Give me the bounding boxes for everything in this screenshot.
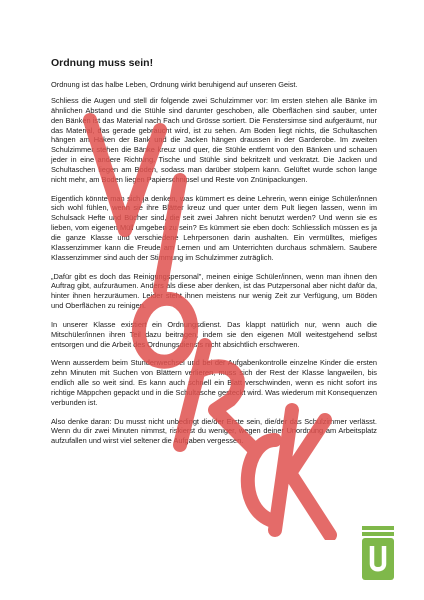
paragraph-2: Eigentlich könnte man sich ja denken, was kümmert es deine Lehrerin, wenn einige Schüler/innen sich wohl fühlen, wenn sie ihre Blätter kreuz und quer unter dem Pult liegen lassen, wenn im Schulsack Hefte und Bücher sind, die seit zwei Jahren nicht benutzt werden? Und wenn sie es lieben, vom eigenen Müll umgeben zu sein? Es kümmert sie eben doch: Schliesslich müssen es ja die ganze Klasse und verschiedene Lehrpersonen darin aushalten. Ein vermülltes, miefiges Klassenzimmer kann die Freude am Lernen und am Unterrichten durchaus schmälern. Saubere Klassenzimmer sind auch der Stimmung im Schulzimmer zuträglich. — [51, 193, 377, 262]
paragraph-3: „Dafür gibt es doch das Reinigungspersonal", meinen einige Schüler/innen, wenn man ihnen den Auftrag gibt, aufzuräumen. Anders als diese aber denken, ist das Putzpersonal aber nicht dafür da, hinter ihnen herzuräumen. Leider steht ihnen meistens nur wenig Zeit zur Verfügung, um Böden und Oberflächen zu reinigen. — [51, 271, 377, 311]
page-title: Ordnung muss sein! — [51, 57, 154, 69]
paragraph-4: In unserer Klasse existiert ein Ordnungsdienst. Das klappt natürlich nur, wenn auch die Mitschüler/innen ihren Teil dazu beitragen, indem sie den eigenen Müll weitestgehend selbst entsorgen und die Arbeit des Ordnungsdiensts nicht absichtlich erschweren. — [51, 319, 377, 349]
subtitle: Ordnung ist das halbe Leben, Ordnung wirkt beruhigend auf unseren Geist. — [51, 80, 298, 89]
body-text — [51, 96, 377, 455]
green-u-logo-icon — [362, 526, 394, 580]
paragraph-5: Wenn ausserdem beim Stundenwechsel und bei der Aufgabenkontrolle einzelne Kinder die ersten zehn Minuten mit Suchen von Blättern verlieren, muss sich der Rest der Klasse langweilen, bis endlich alle so weit sind. Es kann auch schnell ein Blatt verschwinden, wenn es nicht sofort ins richtige Mäppchen gepackt und in die Schultasche gesteckt wird. Was wiederum mit Konsequenzen verbunden ist. — [51, 358, 377, 407]
paragraph-1: Schliess die Augen und stell dir folgende zwei Schulzimmer vor: Im ersten stehen alle Bänke im ähnlichen Abstand und die Stühle sind darunter geschoben, alle Oberflächen sind sauber, unter den Bänken ist das Material nach Fach und Grösse sortiert. Die Fenstersimse sind aufgeräumt, nur das Material, das gerade gebraucht wird, ist zu sehen. Am Boden liegt nichts, die Schultaschen hängen am Haken der Bank und die Jacken hängen draussen in der Garderobe. Im zweiten Schulzimmer stehen die Bänke kreuz und quer, die Stühle entfernt von den Bänken und schauen jeder in eine andere Richtung. Tische und Stühle sind bekritzelt und verkratzt. Die Jacken und Schultaschen liegen am Boden, sodass man darüber stolpern kann. Gelüftet wurde schon lange nicht mehr, am Boden liegen Papierschnipsel und Reste von Znünipackungen. — [51, 96, 377, 184]
paragraph-6: Also denke daran: Du musst nicht unbedingt die/der Erste sein, die/der das Schulzimmer verlässt. Wenn du dir zwei Minuten nimmst, riskierst du weniger, wegen deiner Unordnung am Arbeitsplatz aufzufallen und wirst viel seltener die Aufgaben vergessen. — [51, 416, 377, 446]
